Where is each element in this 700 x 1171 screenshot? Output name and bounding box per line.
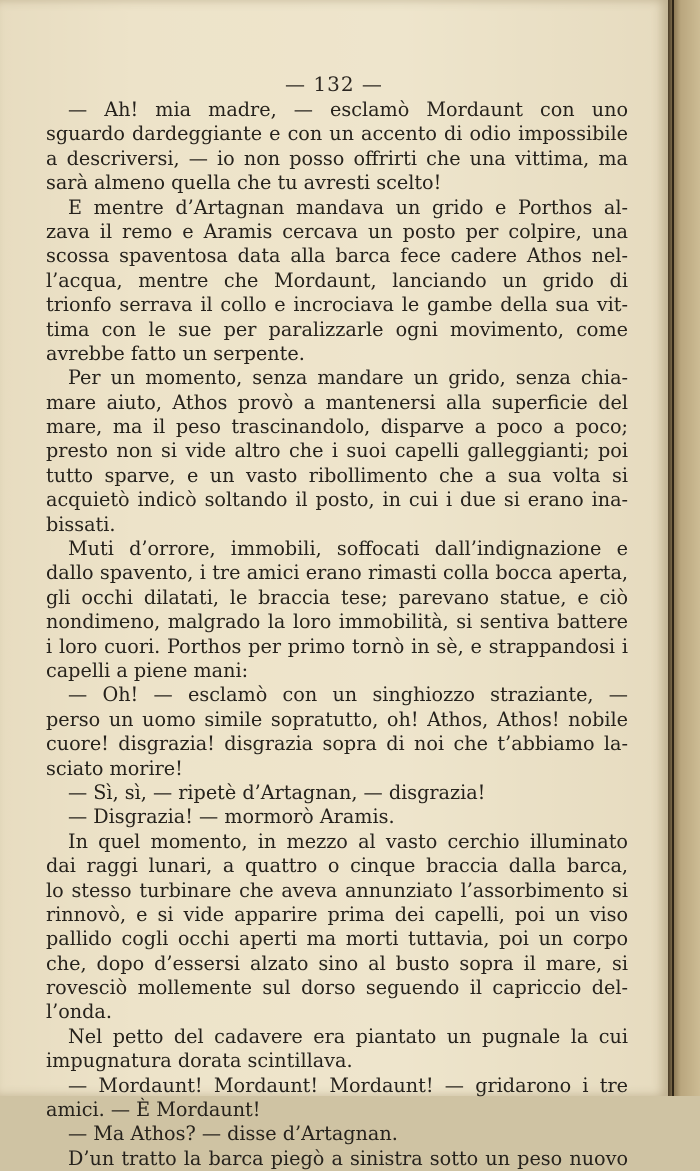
text-line: tima con le sue per paralizzarle ogni movimento, come	[46, 317, 628, 341]
text-line: E mentre d’Artagnan mandava un grido e Porthos al-	[68, 195, 628, 219]
text-line: avrebbe fatto un serpente.	[46, 341, 305, 365]
text-line: l’onda.	[46, 1000, 112, 1024]
text-line: impugnatura dorata scintillava.	[46, 1049, 353, 1073]
text-line: tutto sparve, e un vasto ribollimento che a sua volta si	[46, 463, 628, 487]
text-line: sarà almeno quella che tu avresti scelto!	[46, 171, 442, 195]
text-line: sguardo dardeggiante e con un accento di odio impossibile	[46, 122, 628, 146]
text-line: i loro cuori. Porthos per primo tornò in sè, e strappandosi i	[46, 634, 628, 658]
text-line: Muti d’orrore, immobili, soffocati dall’indignazione e	[68, 537, 628, 561]
text-line: Per un momento, senza mandare un grido, senza chia-	[68, 366, 628, 390]
text-line: Nel petto del cadavere era piantato un pugnale la cui	[68, 1024, 628, 1048]
text-line: — Ah! mia madre, — esclamò Mordaunt con uno	[68, 98, 628, 121]
text-line: bissati.	[46, 512, 116, 536]
page-edge-line	[672, 0, 674, 1096]
text-line: dai raggi lunari, a quattro o cinque braccia dalla barca,	[46, 854, 628, 878]
text-line: mare aiuto, Athos provò a mantenersi alla superficie del	[46, 390, 628, 414]
text-line: dallo spavento, i tre amici erano rimasti colla bocca aperta,	[46, 561, 628, 585]
text-line: In quel momento, in mezzo al vasto cerchio illuminato	[68, 829, 628, 853]
text-line: D’un tratto la barca piegò a sinistra sotto un peso nuovo	[68, 1146, 628, 1170]
text-line: capelli a piene mani:	[46, 658, 249, 682]
text-line: acquietò indicò soltando il posto, in cui i due si erano ina-	[46, 488, 628, 512]
text-line: l’acqua, mentre che Mordaunt, lanciando un grido di	[46, 268, 628, 292]
text-line: gli occhi dilatati, le braccia tese; parevano statue, e ciò	[46, 585, 628, 609]
text-line: — Disgrazia! — mormorò Aramis.	[68, 805, 395, 829]
text-line: — Sì, sì, — ripetè d’Artagnan, — disgrazia!	[68, 780, 486, 804]
text-line: rovesciò mollemente sul dorso seguendo il capriccio del-	[46, 976, 628, 1000]
text-line: sciato morire!	[46, 756, 183, 780]
text-line: trionfo serrava il collo e incrociava le gambe della sua vit-	[46, 293, 628, 317]
body-text	[46, 98, 628, 1171]
text-line: mare, ma il peso trascinandolo, disparve a poco a poco;	[46, 415, 628, 439]
text-line: a descriversi, — io non posso offrirti che una vittima, ma	[46, 146, 628, 170]
text-line: — Oh! — esclamò con un singhiozzo straziante, —	[68, 683, 628, 707]
page-number: — 132 —	[285, 72, 383, 96]
text-line: perso un uomo simile sopratutto, oh! Athos, Athos! nobile	[46, 707, 628, 731]
text-line: presto non si vide altro che i suoi capelli galleggianti; poi	[46, 439, 628, 463]
text-line: che, dopo d’essersi alzato sino al busto sopra il mare, si	[46, 951, 628, 975]
text-line: lo stesso turbinare che aveva annunziato l’assorbimento si	[46, 878, 628, 902]
text-line: cuore! disgrazia! disgrazia sopra di noi che t’abbiamo la-	[46, 732, 628, 756]
text-line: rinnovò, e si vide apparire prima dei capelli, poi un viso	[46, 902, 628, 926]
text-line: — Ma Athos? — disse d’Artagnan.	[68, 1122, 398, 1146]
text-line: scossa spaventosa data alla barca fece cadere Athos nel-	[46, 244, 628, 268]
text-line: nondimeno, malgrado la loro immobilità, si sentiva battere	[46, 610, 628, 634]
text-line: zava il remo e Aramis cercava un posto per colpire, una	[46, 219, 628, 243]
text-line: — Mordaunt! Mordaunt! Mordaunt! — gridarono i tre	[68, 1073, 628, 1097]
text-line: amici. — È Mordaunt!	[46, 1098, 261, 1122]
text-line: pallido cogli occhi aperti ma morti tuttavia, poi un corpo	[46, 927, 628, 951]
